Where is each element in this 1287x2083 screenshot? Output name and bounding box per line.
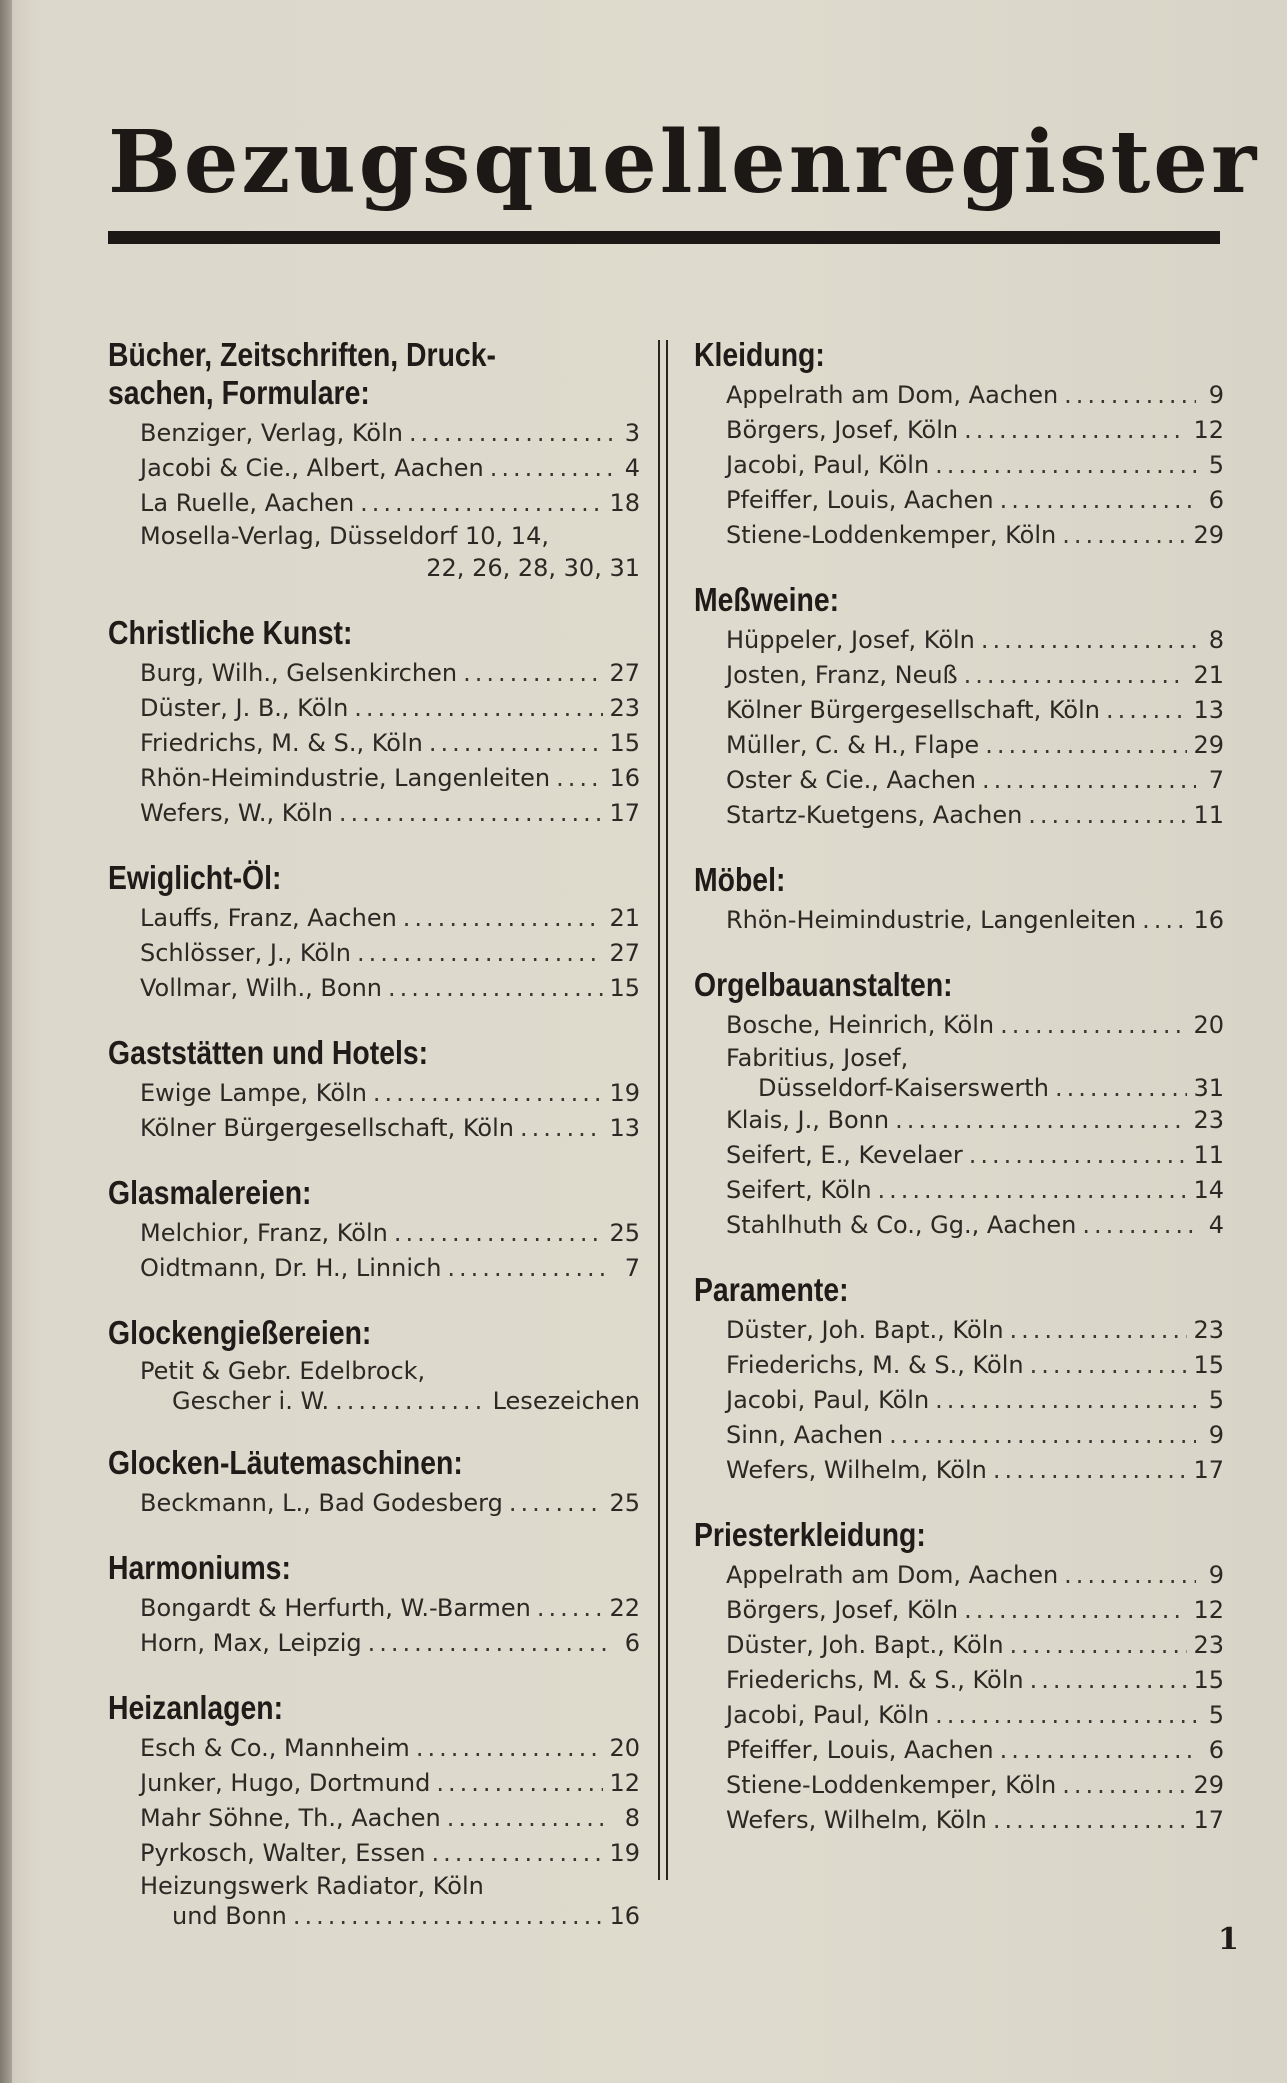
register-entry — [726, 1138, 1224, 1173]
dot-leader — [964, 658, 1188, 693]
entry-name: Klais, J., Bonn — [726, 1106, 890, 1134]
entry-page-ref: 7 — [1208, 766, 1224, 794]
dot-leader — [985, 728, 1187, 763]
register-entry — [140, 1111, 640, 1146]
entry-list — [694, 623, 1224, 833]
entry-page-ref: 17 — [1193, 1806, 1224, 1834]
entry-page-ref: 13 — [609, 1114, 640, 1142]
entry-name: Bosche, Heinrich, Köln — [726, 1011, 995, 1039]
dot-leader — [1010, 1628, 1188, 1663]
entry-page-ref: 27 — [609, 659, 640, 687]
entry-name: Düster, Joh. Bapt., Köln — [726, 1631, 1004, 1659]
register-section — [108, 1174, 640, 1286]
entry-page-ref: 20 — [1193, 1011, 1224, 1039]
entry-name: Düster, J. B., Köln — [140, 694, 349, 722]
entry-page-ref: 6 — [624, 1629, 640, 1657]
entry-name: Oster & Cie., Aachen — [726, 766, 976, 794]
entry-page-ref: 11 — [1193, 801, 1224, 829]
section-heading: Möbel: — [694, 861, 786, 898]
dot-leader — [1028, 798, 1187, 833]
entry-name: Düster, Joh. Bapt., Köln — [726, 1316, 1004, 1344]
entry-page-ref: 12 — [1193, 416, 1224, 444]
entry-page-ref: 12 — [609, 1769, 640, 1797]
register-entry — [726, 658, 1224, 693]
entry-page-ref: 6 — [1208, 486, 1224, 514]
title-rule — [108, 231, 1220, 244]
dot-leader — [1030, 1348, 1188, 1383]
entry-name: Appelrath am Dom, Aachen — [726, 381, 1059, 409]
entry-list — [694, 1558, 1224, 1838]
entry-name: Lauffs, Franz, Aachen — [140, 904, 397, 932]
register-entry — [140, 1486, 640, 1521]
entry-list — [108, 1591, 640, 1661]
section-heading: Glocken-Läutemaschinen: — [108, 1444, 463, 1481]
register-entry — [726, 1383, 1224, 1418]
section-heading: Bücher, Zeitschriften, Druck- — [108, 336, 496, 373]
dot-leader — [463, 656, 603, 691]
entry-name: Stahlhuth & Co., Gg., Aachen — [726, 1211, 1077, 1239]
register-entry — [140, 1356, 640, 1386]
entry-name: Benziger, Verlag, Köln — [140, 419, 403, 447]
entry-name: Börgers, Josef, Köln — [726, 1596, 959, 1624]
entry-page-ref: 21 — [609, 904, 640, 932]
entry-page-ref: 3 — [624, 419, 640, 447]
entry-page-ref: 14 — [1193, 1176, 1224, 1204]
entry-name: Bongardt & Herfurth, W.-Barmen — [140, 1594, 531, 1622]
entry-name: Rhön-Heimindustrie, Langenleiten — [140, 764, 551, 792]
entry-page-ref: 15 — [1193, 1351, 1224, 1379]
section-heading: Paramente: — [694, 1271, 849, 1308]
register-entry — [726, 1173, 1224, 1208]
dot-leader — [1062, 1768, 1187, 1803]
entry-name: Wefers, Wilhelm, Köln — [726, 1806, 987, 1834]
entry-name: La Ruelle, Aachen — [140, 489, 355, 517]
register-entry — [726, 1558, 1224, 1593]
register-entry — [726, 1803, 1224, 1838]
entry-name: Jacobi, Paul, Köln — [726, 1701, 930, 1729]
register-entry — [140, 1836, 640, 1871]
register-section — [694, 966, 1224, 1243]
dot-leader — [993, 1803, 1188, 1838]
dot-leader — [935, 448, 1196, 483]
entry-name: Friederichs, M. & S., Köln — [726, 1666, 1024, 1694]
entry-name: Wefers, W., Köln — [140, 799, 333, 827]
dot-leader — [409, 416, 612, 451]
register-entry — [140, 416, 640, 451]
entry-name: Kölner Bürgergesellschaft, Köln — [140, 1114, 514, 1142]
entry-name: Pyrkosch, Walter, Essen — [140, 1839, 426, 1867]
entry-list — [108, 416, 640, 586]
entry-page-ref: 27 — [609, 939, 640, 967]
entry-page-ref: 4 — [1208, 1211, 1224, 1239]
dot-leader — [1000, 483, 1196, 518]
entry-name: Müller, C. & H., Flape — [726, 731, 980, 759]
register-entry — [140, 521, 640, 551]
entry-list — [694, 1313, 1224, 1488]
entry-name: Vollmar, Wilh., Bonn — [140, 974, 382, 1002]
entry-page-ref: 17 — [1193, 1456, 1224, 1484]
entry-name: Josten, Franz, Neuß — [726, 661, 958, 689]
dot-leader — [1106, 693, 1187, 728]
register-entry — [140, 1731, 640, 1766]
entry-name: Seifert, E., Kevelaer — [726, 1141, 963, 1169]
register-entry — [726, 448, 1224, 483]
register-entry — [726, 1733, 1224, 1768]
dot-leader — [436, 1766, 603, 1801]
section-heading: Gaststätten und Hotels: — [108, 1034, 429, 1071]
register-entry — [726, 798, 1224, 833]
section-heading: Christliche Kunst: — [108, 614, 353, 651]
register-entry — [140, 1901, 640, 1931]
dot-leader — [1055, 1073, 1188, 1103]
entry-list — [108, 901, 640, 1006]
entry-list — [694, 903, 1224, 938]
entry-page-ref: 9 — [1208, 381, 1224, 409]
register-section — [108, 1549, 640, 1661]
register-section — [108, 1444, 640, 1521]
register-entry — [726, 903, 1224, 938]
entry-page-ref: 23 — [1193, 1631, 1224, 1659]
section-heading: Meßweine: — [694, 581, 840, 618]
entry-page-ref: 4 — [624, 454, 640, 482]
entry-page-ref: 20 — [609, 1734, 640, 1762]
entry-name: Melchior, Franz, Köln — [140, 1219, 388, 1247]
dot-leader — [520, 1111, 603, 1146]
column-divider — [658, 340, 668, 1880]
page-title: Bezugsquellenregister — [108, 112, 1260, 213]
register-section — [694, 861, 1224, 938]
entry-name: Mahr Söhne, Th., Aachen — [140, 1804, 441, 1832]
dot-leader — [357, 936, 603, 971]
dot-leader — [1064, 378, 1196, 413]
section-heading: Heizanlagen: — [108, 1689, 284, 1726]
entry-list — [108, 1216, 640, 1286]
entry-page-ref: 23 — [609, 694, 640, 722]
entry-name: Stiene-Loddenkemper, Köln — [726, 1771, 1057, 1799]
dot-leader — [431, 1836, 603, 1871]
register-entry — [726, 1313, 1224, 1348]
entry-list — [108, 1356, 640, 1416]
dot-leader — [993, 1453, 1188, 1488]
entry-page-ref: 25 — [609, 1489, 640, 1517]
entry-name: Friedrichs, M. & S., Köln — [140, 729, 423, 757]
register-entry — [140, 486, 640, 521]
section-heading: Priesterkleidung: — [694, 1516, 926, 1553]
register-entry — [140, 656, 640, 691]
register-section — [108, 859, 640, 1006]
register-entry — [726, 1593, 1224, 1628]
register-entry — [140, 726, 640, 761]
entry-name: Stiene-Loddenkemper, Köln — [726, 521, 1057, 549]
register-entry — [140, 551, 640, 586]
entry-page-ref: 13 — [1193, 696, 1224, 724]
dot-leader — [447, 1801, 612, 1836]
register-entry — [726, 1628, 1224, 1663]
entry-name: Junker, Hugo, Dortmund — [140, 1769, 431, 1797]
dot-leader — [394, 1216, 604, 1251]
dot-leader — [878, 1173, 1188, 1208]
entry-name: Petit & Gebr. Edelbrock, — [140, 1357, 426, 1385]
register-entry — [726, 1663, 1224, 1698]
entry-page-ref: 29 — [1193, 1771, 1224, 1799]
dot-leader — [964, 1593, 1187, 1628]
register-section — [694, 581, 1224, 833]
entry-name: Börgers, Josef, Köln — [726, 416, 959, 444]
register-entry — [726, 1768, 1224, 1803]
entry-name: Pfeiffer, Louis, Aachen — [726, 486, 994, 514]
entry-page-ref: 15 — [1193, 1666, 1224, 1694]
entry-page-ref: 15 — [609, 729, 640, 757]
section-heading: Kleidung: — [694, 336, 825, 373]
register-entry — [726, 378, 1224, 413]
register-entry — [726, 1348, 1224, 1383]
entry-name: Mosella-Verlag, Düsseldorf 10, 14, — [140, 522, 549, 550]
entry-page-ref: 5 — [1208, 1386, 1224, 1414]
entry-page-ref: 19 — [609, 1839, 640, 1867]
register-entry — [140, 691, 640, 726]
entry-page-ref: 16 — [609, 764, 640, 792]
dot-leader — [1062, 518, 1187, 553]
entry-name: Jacobi & Cie., Albert, Aachen — [140, 454, 484, 482]
entry-page-ref: 18 — [609, 489, 640, 517]
entry-page-ref: 23 — [1193, 1316, 1224, 1344]
dot-leader — [429, 726, 604, 761]
section-heading: Glasmalereien: — [108, 1174, 312, 1211]
register-section — [108, 336, 640, 586]
register-entry — [140, 971, 640, 1006]
section-heading: Glockengießereien: — [108, 1314, 372, 1351]
entry-name: Rhön-Heimindustrie, Langenleiten — [726, 906, 1137, 934]
register-entry — [726, 1208, 1224, 1243]
entry-name: Beckmann, L., Bad Godesberg — [140, 1489, 503, 1517]
entry-page-ref: 8 — [624, 1804, 640, 1832]
entry-name: Startz-Kuetgens, Aachen — [726, 801, 1023, 829]
entry-name: Esch & Co., Mannheim — [140, 1734, 410, 1762]
entry-page-ref: Lesezeichen — [492, 1387, 640, 1415]
entry-name: Hüppeler, Josef, Köln — [726, 626, 975, 654]
entry-name: Pfeiffer, Louis, Aachen — [726, 1736, 994, 1764]
dot-leader — [293, 1901, 604, 1931]
entry-name: Seifert, Köln — [726, 1176, 872, 1204]
dot-leader — [935, 1383, 1196, 1418]
dot-leader — [556, 761, 603, 796]
register-entry — [140, 1766, 640, 1801]
entry-name: Düsseldorf-Kaiserswerth — [758, 1074, 1049, 1102]
register-section — [108, 1689, 640, 1931]
entry-page-ref: 29 — [1193, 731, 1224, 759]
entry-page-ref: 31 — [1193, 1074, 1224, 1102]
entry-page-ref: 17 — [609, 799, 640, 827]
entry-list — [694, 1008, 1224, 1243]
register-entry — [140, 1386, 640, 1416]
register-entry — [726, 1453, 1224, 1488]
entry-name: und Bonn — [172, 1902, 287, 1930]
register-entry — [726, 1073, 1224, 1103]
entry-list — [108, 1076, 640, 1146]
entry-name: Oidtmann, Dr. H., Linnich — [140, 1254, 442, 1282]
left-column — [108, 336, 640, 1959]
entry-page-ref: 23 — [1193, 1106, 1224, 1134]
entry-name: Fabritius, Josef, — [726, 1044, 909, 1072]
entry-page-ref: 11 — [1193, 1141, 1224, 1169]
dot-leader — [447, 1251, 612, 1286]
register-entry — [726, 1418, 1224, 1453]
register-section — [694, 336, 1224, 553]
register-section — [694, 1271, 1224, 1488]
dot-leader — [1064, 1558, 1196, 1593]
register-entry — [140, 1076, 640, 1111]
entry-name: Jacobi, Paul, Köln — [726, 451, 930, 479]
dot-leader — [982, 763, 1196, 798]
register-section — [108, 1034, 640, 1146]
entry-page-ref: 8 — [1208, 626, 1224, 654]
register-entry — [140, 1801, 640, 1836]
register-entry — [140, 451, 640, 486]
entry-name: Kölner Bürgergesellschaft, Köln — [726, 696, 1100, 724]
dot-leader — [1142, 903, 1187, 938]
dot-leader — [490, 451, 612, 486]
entry-name: Ewige Lampe, Köln — [140, 1079, 367, 1107]
section-heading: Harmoniums: — [108, 1549, 291, 1586]
dot-leader — [354, 691, 603, 726]
register-entry — [140, 1591, 640, 1626]
entry-page-ref: 25 — [609, 1219, 640, 1247]
entry-name: Gescher i. W. — [172, 1387, 330, 1415]
register-section — [108, 1314, 640, 1416]
entry-page-ref: 22 — [609, 1594, 640, 1622]
entry-page-ref: 6 — [1208, 1736, 1224, 1764]
entry-list — [108, 656, 640, 831]
dot-leader — [403, 901, 604, 936]
dot-leader — [889, 1418, 1196, 1453]
dot-leader — [416, 1731, 604, 1766]
entry-name: Sinn, Aachen — [726, 1421, 884, 1449]
entry-page-ref: 16 — [609, 1902, 640, 1930]
register-entry — [140, 1626, 640, 1661]
dot-leader — [969, 1138, 1188, 1173]
entry-name: Jacobi, Paul, Köln — [726, 1386, 930, 1414]
entry-page-ref: 7 — [624, 1254, 640, 1282]
section-heading: Ewiglicht-Öl: — [108, 859, 282, 896]
entry-name: Wefers, Wilhelm, Köln — [726, 1456, 987, 1484]
entry-name: Horn, Max, Leipzig — [140, 1629, 362, 1657]
dot-leader — [335, 1386, 487, 1416]
register-entry — [726, 1043, 1224, 1073]
dot-leader — [935, 1698, 1196, 1733]
entry-page-ref: 29 — [1193, 521, 1224, 549]
dot-leader — [368, 1626, 612, 1661]
register-entry — [140, 901, 640, 936]
register-entry — [140, 1251, 640, 1286]
dot-leader — [388, 971, 603, 1006]
dot-leader — [373, 1076, 604, 1111]
entry-name: Heizungswerk Radiator, Köln — [140, 1872, 484, 1900]
dot-leader — [1000, 1008, 1187, 1043]
dot-leader — [509, 1486, 604, 1521]
book-spine-edge — [0, 0, 12, 2083]
entry-list — [108, 1731, 640, 1931]
dot-leader — [1000, 1733, 1196, 1768]
register-entry — [726, 1008, 1224, 1043]
register-entry — [726, 623, 1224, 658]
register-section — [108, 614, 640, 831]
dot-leader — [537, 1591, 604, 1626]
dot-leader — [1082, 1208, 1196, 1243]
entry-page-ref: 16 — [1193, 906, 1224, 934]
entry-name: Schlösser, J., Köln — [140, 939, 351, 967]
register-entry — [726, 1698, 1224, 1733]
section-heading: Orgelbauanstalten: — [694, 966, 953, 1003]
entry-page-ref: 5 — [1208, 1701, 1224, 1729]
register-entry — [726, 693, 1224, 728]
dot-leader — [964, 413, 1187, 448]
dot-leader — [1010, 1313, 1188, 1348]
register-entry — [726, 728, 1224, 763]
dot-leader — [981, 623, 1196, 658]
register-entry — [140, 936, 640, 971]
section-heading: sachen, Formulare: — [108, 374, 370, 411]
dot-leader — [1030, 1663, 1188, 1698]
dot-leader — [360, 486, 603, 521]
entry-page-ref: 22, 26, 28, 30, 31 — [426, 554, 640, 582]
register-entry — [140, 1871, 640, 1901]
register-entry — [140, 796, 640, 831]
page-number: 1 — [1218, 1922, 1239, 1957]
entry-name: Friederichs, M. & S., Köln — [726, 1351, 1024, 1379]
entry-list — [108, 1486, 640, 1521]
entry-page-ref: 19 — [609, 1079, 640, 1107]
entry-name: Appelrath am Dom, Aachen — [726, 1561, 1059, 1589]
register-entry — [726, 518, 1224, 553]
dot-leader — [339, 796, 604, 831]
entry-page-ref: 9 — [1208, 1421, 1224, 1449]
entry-page-ref: 15 — [609, 974, 640, 1002]
entry-list — [694, 378, 1224, 553]
entry-page-ref: 9 — [1208, 1561, 1224, 1589]
register-entry — [726, 413, 1224, 448]
register-entry — [726, 1103, 1224, 1138]
entry-page-ref: 12 — [1193, 1596, 1224, 1624]
entry-name: Burg, Wilh., Gelsenkirchen — [140, 659, 458, 687]
entry-page-ref: 21 — [1193, 661, 1224, 689]
entry-page-ref: 5 — [1208, 451, 1224, 479]
register-entry — [140, 761, 640, 796]
register-entry — [140, 1216, 640, 1251]
right-column — [694, 336, 1224, 1866]
dot-leader — [895, 1103, 1187, 1138]
register-entry — [726, 483, 1224, 518]
register-entry — [726, 763, 1224, 798]
register-section — [694, 1516, 1224, 1838]
